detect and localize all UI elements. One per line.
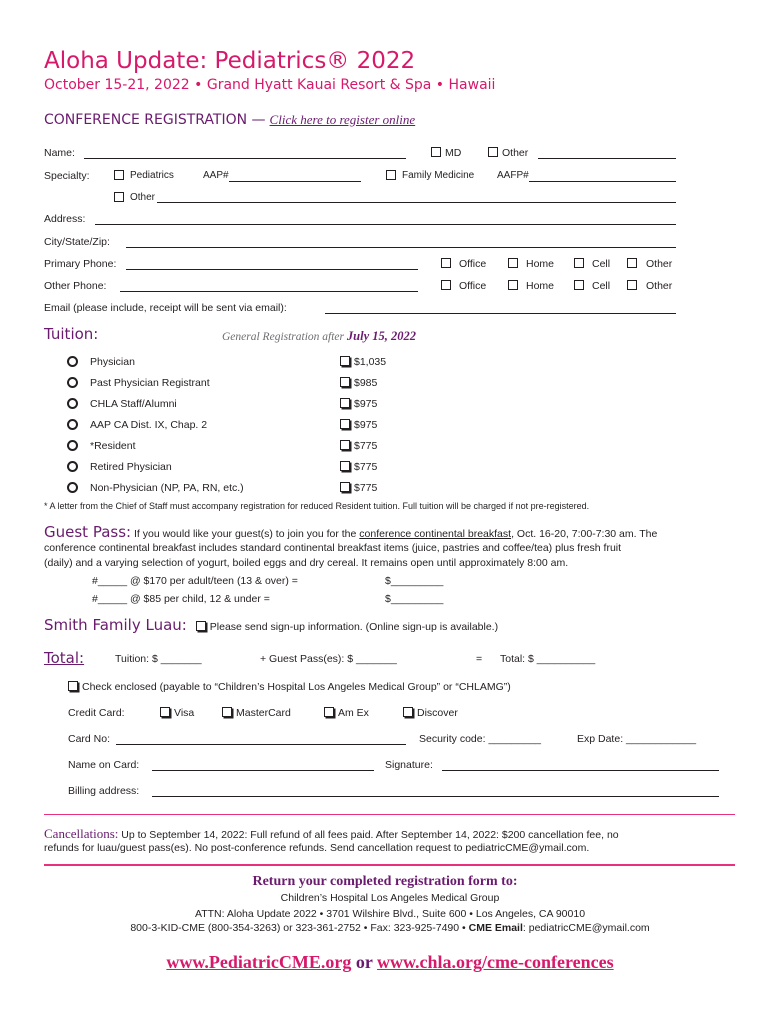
tuition-radio[interactable]: [67, 356, 78, 367]
luau-text: Please send sign-up information. (Online sign-up is available.): [209, 621, 499, 633]
tuition-total-field[interactable]: Tuition: $ _______: [115, 653, 202, 665]
aafp-field[interactable]: [529, 181, 676, 182]
signature-label: Signature:: [385, 759, 433, 771]
amex-option[interactable]: Am Ex: [324, 707, 369, 719]
name-on-card-field[interactable]: [152, 770, 374, 771]
check-row: [68, 681, 511, 693]
primary-other-checkbox[interactable]: [627, 258, 637, 268]
name-label: Name:: [44, 147, 75, 159]
tuition-label: Physician: [90, 356, 135, 368]
primary-other-label: Other: [646, 258, 673, 270]
visa-checkbox[interactable]: [160, 707, 170, 717]
tuition-label: Past Physician Registrant: [90, 377, 210, 389]
specialty-other-checkbox[interactable]: [114, 192, 124, 202]
other-office-checkbox[interactable]: [441, 280, 451, 290]
child-guest-count[interactable]: #_____ @ $85 per child, 12 & under =: [92, 593, 270, 605]
return-heading: Return your completed registration form to:: [252, 874, 518, 889]
event-subtitle: October 15-21, 2022 • Grand Hyatt Kauai Resort & Spa • Hawaii: [44, 77, 496, 93]
aap-label: AAP#: [203, 170, 229, 181]
cancellations-text-2: refunds for luau/guest pass(es). No post-conference refunds. Send cancellation request to pediatricCME@ymail.com.: [44, 842, 590, 854]
price-checkbox[interactable]: [340, 398, 350, 408]
equals-sign: =: [476, 653, 483, 665]
primary-home-label: Home: [526, 258, 555, 270]
aafp-label: AAFP#: [497, 170, 529, 181]
name-on-card-label: Name on Card:: [68, 759, 140, 771]
address-field[interactable]: [95, 224, 676, 225]
conference-registration-heading: [44, 112, 415, 128]
security-code-field[interactable]: Security code: _________: [419, 733, 542, 745]
guest-pass-line3: (daily) and a varying selection of yogurt, boiled eggs and dry cereal. It remains open until approximately 8:00 am.: [44, 557, 569, 569]
deadline-date: July 15, 2022: [346, 329, 416, 343]
conf-reg-label: CONFERENCE REGISTRATION —: [44, 112, 266, 128]
md-label: MD: [445, 147, 462, 159]
check-enclosed-checkbox[interactable]: [68, 681, 78, 691]
primary-cell-checkbox[interactable]: [574, 258, 584, 268]
billing-address-field[interactable]: [152, 796, 719, 797]
tuition-radio[interactable]: [67, 461, 78, 472]
guest-pass-text: If you would like your guest(s) to join you for the: [134, 528, 357, 540]
billing-address-label: Billing address:: [68, 785, 140, 797]
discover-option[interactable]: Discover: [403, 707, 458, 719]
guest-pass-line2: conference continental breakfast includes standard continental breakfast items (juice, pastries and coffee/tea) plus fresh fruit: [44, 542, 622, 554]
md-checkbox[interactable]: [431, 147, 441, 157]
cme-email[interactable]: : pediatricCME@ymail.com: [522, 922, 650, 934]
price-checkbox[interactable]: [340, 461, 350, 471]
tuition-label: Non-Physician (NP, PA, RN, etc.): [90, 482, 244, 494]
amex-checkbox[interactable]: [324, 707, 334, 717]
aap-field[interactable]: [229, 181, 361, 182]
primary-cell-label: Cell: [592, 258, 611, 270]
adult-guest-amount[interactable]: $_________: [385, 575, 444, 587]
tuition-price[interactable]: $975: [340, 419, 377, 431]
tuition-radio[interactable]: [67, 482, 78, 493]
return-address: ATTN: Aloha Update 2022 • 3701 Wilshire Blvd., Suite 600 • Los Angeles, CA 90010: [194, 908, 586, 920]
divider: [44, 814, 735, 815]
cancellations-heading: Cancellations:: [44, 826, 119, 841]
other-home-label: Home: [526, 280, 555, 292]
grand-total-field[interactable]: Total: $ __________: [500, 653, 596, 665]
other-other-checkbox[interactable]: [627, 280, 637, 290]
other-home-checkbox[interactable]: [508, 280, 518, 290]
price-checkbox[interactable]: [340, 356, 350, 366]
other-other-label: Other: [646, 280, 673, 292]
primary-office-label: Office: [459, 258, 487, 270]
tuition-radio[interactable]: [67, 398, 78, 409]
visa-option[interactable]: Visa: [160, 707, 194, 719]
address-label: Address:: [44, 213, 86, 225]
email-label: Email (please include, receipt will be sent via email):: [44, 302, 287, 314]
or-text: or: [355, 952, 373, 972]
register-online-link[interactable]: Click here to register online: [269, 112, 416, 127]
price-checkbox[interactable]: [340, 482, 350, 492]
luau-heading: Smith Family Luau:: [44, 616, 187, 634]
credit-card-label: Credit Card:: [68, 707, 125, 719]
tuition-price[interactable]: $775: [340, 440, 377, 452]
general-registration-label: General Registration after: [222, 331, 345, 343]
tuition-price[interactable]: $975: [340, 398, 377, 410]
other-phone-field[interactable]: [120, 291, 418, 292]
cancellations-text: Up to September 14, 2022: Full refund of all fees paid. After September 14, 2022: $200 cancellation fee, no: [121, 829, 619, 841]
primary-phone-label: Primary Phone:: [44, 258, 117, 270]
mastercard-option[interactable]: MasterCard: [222, 707, 291, 719]
tuition-label: AAP CA Dist. IX, Chap. 2: [90, 419, 208, 431]
pediatrics-label: Pediatrics: [130, 170, 174, 181]
primary-phone-field[interactable]: [126, 269, 418, 270]
exp-date-field[interactable]: Exp Date: ____________: [577, 733, 697, 745]
specialty-label: Specialty:: [44, 170, 90, 182]
tuition-price[interactable]: $1,035: [340, 356, 386, 368]
other-degree-label: Other: [502, 147, 529, 159]
name-field[interactable]: [84, 158, 406, 159]
guest-pass-total-field[interactable]: + Guest Pass(es): $ _______: [260, 653, 397, 665]
luau-checkbox[interactable]: [196, 621, 206, 631]
footer-links: [0, 952, 770, 973]
guest-pass-text-2: , Oct. 16-20, 7:00-7:30 am. The: [511, 528, 658, 540]
adult-guest-count[interactable]: #_____ @ $170 per adult/teen (13 & over) =: [92, 575, 298, 587]
discover-checkbox[interactable]: [403, 707, 413, 717]
primary-office-checkbox[interactable]: [441, 258, 451, 268]
tuition-price[interactable]: $775: [340, 461, 377, 473]
tuition-label: CHLA Staff/Alumni: [90, 398, 177, 410]
pediatriccme-link[interactable]: www.PediatricCME.org: [166, 952, 352, 972]
return-org: Children’s Hospital Los Angeles Medical Group: [280, 892, 500, 904]
cancellation-row: [44, 826, 619, 842]
email-field[interactable]: [325, 313, 676, 314]
city-field[interactable]: [126, 247, 676, 248]
tuition-label: *Resident: [90, 440, 136, 452]
chla-link[interactable]: www.chla.org/cme-conferences: [377, 952, 614, 972]
other-degree-checkbox[interactable]: [488, 147, 498, 157]
card-number-label: Card No:: [68, 733, 111, 745]
mastercard-checkbox[interactable]: [222, 707, 232, 717]
page-title: Aloha Update: Pediatrics® 2022: [44, 48, 416, 74]
return-contact: [0, 922, 770, 934]
signature-field[interactable]: [442, 770, 719, 771]
family-medicine-label: Family Medicine: [402, 170, 475, 181]
return-phone: 800-3-KID-CME (800-354-3263) or 323-361-2752 • Fax: 323-925-7490 •: [130, 922, 466, 934]
card-number-field[interactable]: [116, 744, 406, 745]
total-heading: Total:: [44, 649, 85, 667]
tuition-radio[interactable]: [67, 440, 78, 451]
tuition-price[interactable]: $985: [340, 377, 377, 389]
other-degree-field[interactable]: [538, 158, 676, 159]
other-phone-label: Other Phone:: [44, 280, 107, 292]
luau-row: [44, 616, 498, 634]
guest-pass-heading: Guest Pass:: [44, 523, 132, 541]
specialty-other-label: Other: [130, 192, 156, 203]
divider: [44, 864, 735, 866]
cme-email-label: CME Email: [468, 922, 523, 934]
other-office-label: Office: [459, 280, 487, 292]
city-label: City/State/Zip:: [44, 236, 110, 248]
tuition-radio[interactable]: [67, 377, 78, 388]
check-enclosed-label: Check enclosed (payable to “Children’s Hospital Los Angeles Medical Group” or “CHLAMG”): [82, 681, 511, 693]
tuition-label: Retired Physician: [90, 461, 172, 473]
child-guest-amount[interactable]: $_________: [385, 593, 444, 605]
tuition-radio[interactable]: [67, 419, 78, 430]
tuition-price[interactable]: $775: [340, 482, 377, 494]
guest-pass-paragraph: [44, 524, 734, 542]
other-cell-checkbox[interactable]: [574, 280, 584, 290]
pediatrics-checkbox[interactable]: [114, 170, 124, 180]
general-registration-note: [222, 329, 416, 344]
resident-note: * A letter from the Chief of Staff must accompany registration for reduced Resident tuition. Full tuition will be charged if not pre-registered.: [44, 501, 590, 511]
specialty-other-field[interactable]: [157, 202, 676, 203]
other-cell-label: Cell: [592, 280, 611, 292]
tuition-heading: Tuition:: [44, 325, 99, 343]
price-checkbox[interactable]: [340, 440, 350, 450]
primary-home-checkbox[interactable]: [508, 258, 518, 268]
price-checkbox[interactable]: [340, 377, 350, 387]
breakfast-link[interactable]: conference continental breakfast: [359, 528, 512, 540]
price-checkbox[interactable]: [340, 419, 350, 429]
family-medicine-checkbox[interactable]: [386, 170, 396, 180]
